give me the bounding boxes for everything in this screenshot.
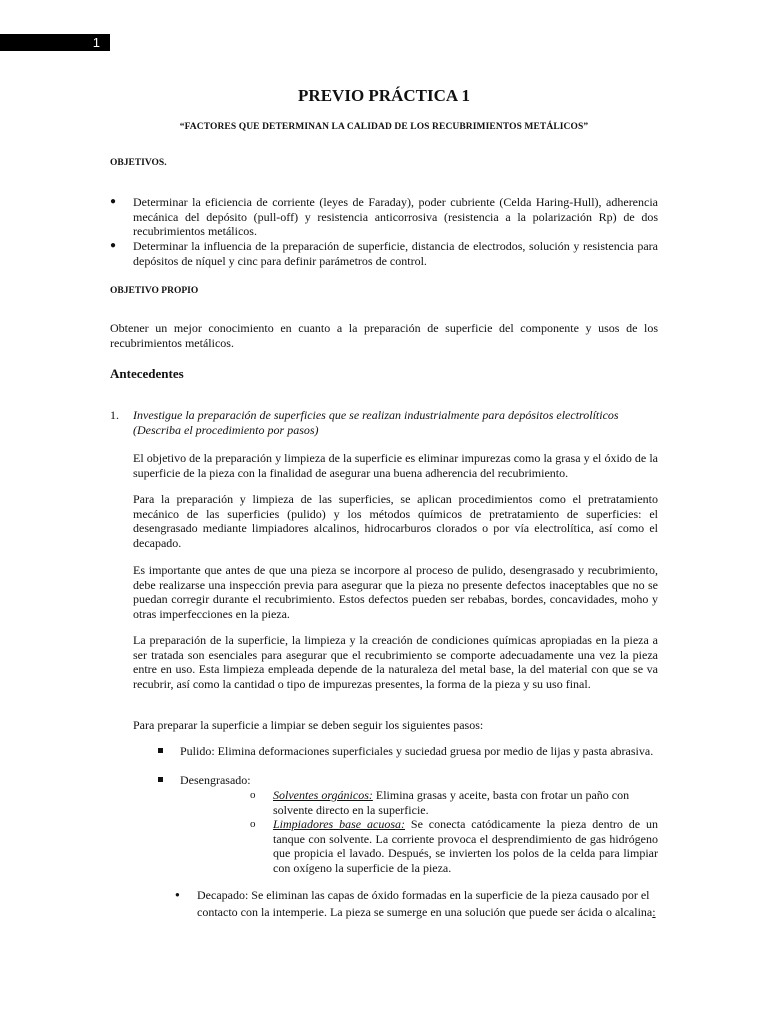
paragraph-4: La preparación de la superficie, la limpieza y la creación de condiciones químicas apropiadas en la pieza a ser tratada son esenciales para asegurar que el recubrimiento se comporte adecuadamente una vez la pieza entre en uso. Esta limpieza empleada depende de la naturaleza del metal base, la del material con que se va recubrir, así como la cantidad o tipo de impurezas presentes, la forma de la pieza y su uso final. [133, 633, 658, 691]
page-number: 1 [92, 35, 100, 50]
objetivos-heading: OBJETIVOS. [110, 158, 167, 168]
circle-bullet-icon: o [250, 818, 256, 830]
bullet-dot-icon: ● [110, 240, 117, 251]
antecedentes-heading: Antecedentes [110, 366, 184, 381]
page-title: PREVIO PRÁCTICA 1 [298, 86, 470, 105]
step-pulido: Pulido: Elimina deformaciones superficiales y suciedad gruesa por medio de lijas y pasta abrasiva. [180, 744, 654, 758]
bullet-dot-icon: ● [175, 890, 180, 899]
circle-bullet-icon: o [250, 789, 256, 801]
step-desengrasado: Desengrasado: [180, 773, 251, 787]
objetivo-propio-heading: OBJETIVO PROPIO [110, 286, 199, 296]
paragraph-3: Es importante que antes de que una pieza se incorpore al proceso de pulido, desengrasado y recubrimiento, debe realizarse una inspección previa para asegurar que la pieza no presente defectos inaceptables que no se puedan corregir durante el recubrimiento. Estos defectos pueden ser rebabas, bordes, concavidades, moho y otras imperfecciones en la pieza. [133, 563, 658, 621]
question-number: 1. [110, 408, 119, 422]
paragraph-5: Para preparar la superficie a limpiar se deben seguir los siguientes pasos: [133, 718, 484, 732]
sub-step-solventes [273, 788, 658, 817]
limpiadores-text: Se conecta catódicamente la pieza dentro de un tanque con solvente. La corriente provoca el desprendimiento de gas hidrógeno que propicia el lavado. Después, se invierten los polos de la celda para limpiar con oxígeno la superficie de la pieza. [273, 817, 658, 875]
solventes-label: Solventes orgánicos: [273, 788, 373, 802]
solventes-text: Elimina grasas y aceite, basta con frotar un paño con solvente directo en la superficie. [273, 788, 630, 817]
page-number-tab [0, 34, 110, 51]
decapado-text: Decapado: Se eliminan las capas de óxido formadas en la superficie de la pieza causado por el contacto con la intemperie. La pieza se sumerge en una solución que puede ser ácida o alcalina [197, 888, 653, 919]
objetivo-propio-text: Obtener un mejor conocimiento en cuanto a la preparación de superficie del componente y usos de los recubrimientos metálicos. [110, 321, 658, 350]
page-subtitle: “FACTORES QUE DETERMINAN LA CALIDAD DE LOS RECUBRIMIENTOS METÁLICOS” [179, 122, 589, 132]
step-decapado [197, 887, 667, 921]
objetivo-item-1: Determinar la eficiencia de corriente (leyes de Faraday), poder cubriente (Celda Haring-Hull), adherencia mecánica del depósito (pull-off) y resistencia anticorrosiva (resistencia a la polarización Rp) de dos recubrimientos metálicos. [133, 195, 658, 239]
paragraph-1: El objetivo de la preparación y limpieza de la superficie es eliminar impurezas como la grasa y el óxido de la superficie de la pieza con la finalidad de asegurar una buena adherencia del recubrimiento. [133, 451, 658, 480]
square-bullet-icon [158, 748, 163, 753]
objetivo-item-2: Determinar la influencia de la preparación de superficie, distancia de electrodos, solución y resistencia para depósitos de níquel y cinc para definir parámetros de control. [133, 239, 658, 268]
question-1: Investigue la preparación de superficies que se realizan industrialmente para depósitos electrolíticos (Describa el procedimiento por pasos) [133, 408, 619, 437]
paragraph-2: Para la preparación y limpieza de las superficies, se aplican procedimientos como el pretratamiento mecánico de las superficies (pulido) y los métodos químicos de pretratamiento de superficies: el desengrasado mediante limpiadores alcalinos, hidrocarburos clorados o por vía electrolítica, así como el decapado. [133, 492, 658, 550]
limpiadores-label: Limpiadores base acuosa: [273, 817, 405, 831]
decapado-end: : [652, 905, 656, 919]
bullet-dot-icon: ● [110, 196, 117, 207]
square-bullet-icon [158, 777, 163, 782]
sub-step-limpiadores [273, 817, 658, 875]
